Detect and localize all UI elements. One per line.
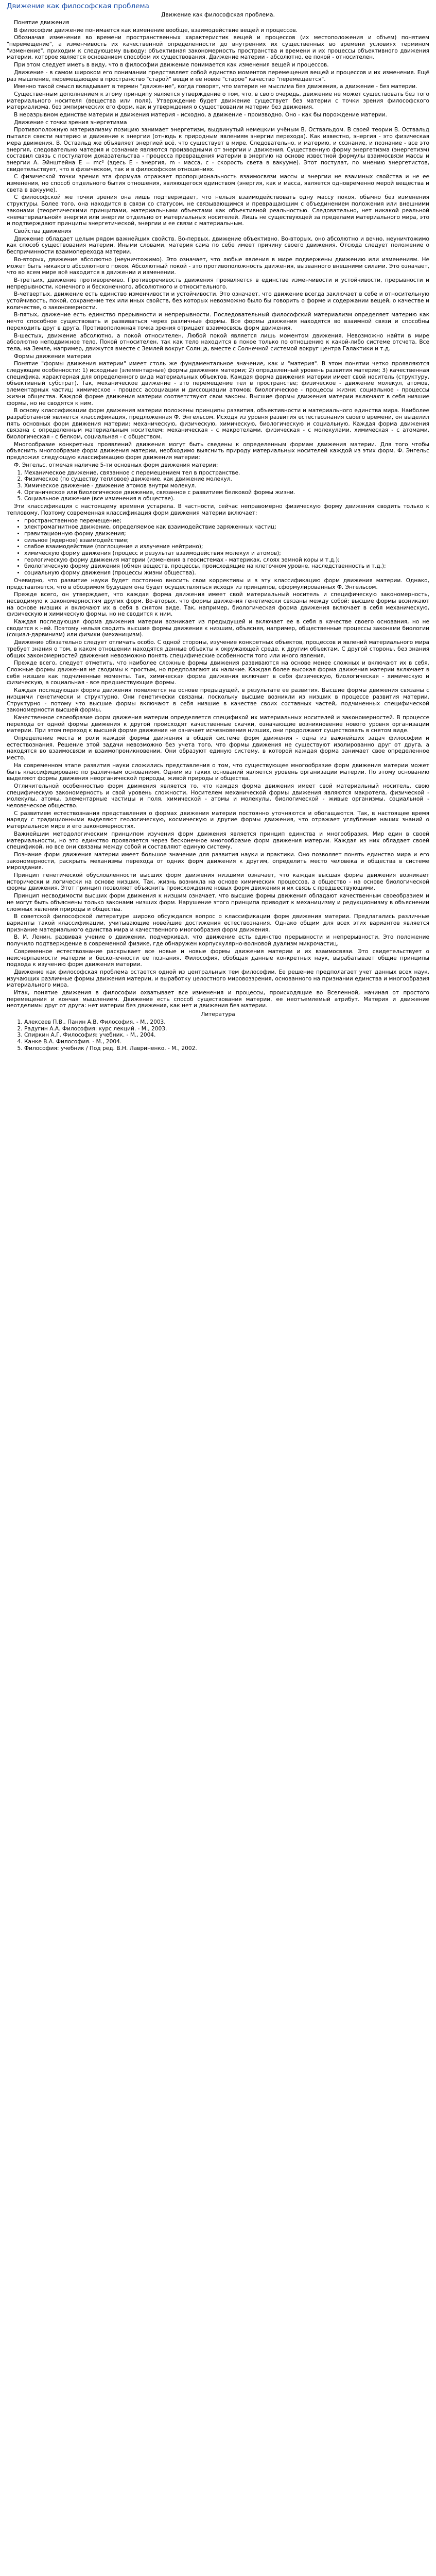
paragraph: Ф. Энгельс, отмечая наличие 5-ти основных форм движения материи:	[14, 462, 218, 468]
paragraph: Каждая последующая форма движения материи возникает из предыдущей и включает ее в себя в качестве своего основания, но не сводится к ней. Поэтому нельзя сводить высшие формы движения к низшим, объясняя, например, общественные процессы законами биологии (социал-дарвинизм) или физики (механицизм).	[7, 619, 429, 638]
list-item: • слабое взаимодействие (поглощение и излучение нейтрино);	[24, 544, 429, 550]
bibliography-title: Литература	[201, 1011, 235, 1018]
list-item: • гравитационную форму движения;	[24, 531, 429, 537]
paragraph: В-пятых, движение есть единство прерывности и непрерывности. Последовательный философский материализм определяет материю как нечто способное существовать и развиваться через различные формы. Все формы движения находятся во взаимной связи и способны переходить друг в друга. Противоположная точка зрения отрицает взаимосвязь форм движения.	[7, 312, 429, 331]
bullet-list	[7, 518, 429, 577]
list-item: • биологическую форму движения (обмен веществ, процессы, происходящие на клеточном уровне, наследственность и т.д.);	[24, 563, 429, 570]
paragraph: В основу классификации форм движения материи положены принципы развития, объективности и материального единства мира. Наиболее разработанной является классификация, предложенная Ф. Энгельсом. Исходя из уровня развития естествознания своего времени, он выделил пять основных форм движения материи: механическую, физическую, химическую, биологическую и социальную. Каждая форма движения связана с определенным материальным носителем: механическая - с макротелами, физическая - с молекулами, химическая - с атомами, биологическая - с белком, социальная - с обществом.	[7, 408, 429, 440]
paragraph: Прежде всего, он утверждает, что каждая форма движения имеет свой материальный носитель и специфическую закономерность, несводимую к закономерностям других форм. Во-вторых, что формы движения генетически связаны между собой: высшие формы возникают на основе низших и включают их в себя в снятом виде. Так, например, биологическая форма движения включает в себя механическую, физическую и химическую формы, но не сводится к ним.	[7, 591, 429, 618]
paragraph: Движение обладает целым рядом важнейших свойств. Во-первых, движение объективно. Во-вторых, оно абсолютно и вечно, неуничтожимо как способ существования материи. Иными словами, материя сама по себе имеет причину своего движения. Отсюда следует положение о беспричинности взаимоперехода материи.	[7, 235, 429, 256]
list-item: • сильное (ядерное) взаимодействие;	[24, 537, 429, 544]
list-item: • геологическую форму движения материи (изменения в геосистемах - материках, слоях земной коры и т.д.);	[24, 557, 429, 564]
bibliography-item: 2. Радугин А.А. Философия: курс лекций. - М., 2003.	[24, 1026, 429, 1032]
page-title: Движение как философская проблема	[7, 2, 149, 10]
list-item: • пространственное перемещение;	[24, 518, 429, 524]
list-item: • химическую форму движения (процесс и результат взаимодействия молекул и атомов);	[24, 550, 429, 557]
paragraph: Понятие "формы движения материи" имеет столь же фундаментальное значение, как и "материя". В этом понятии четко проявляются следующие особенности: 1) исходные (элементарные) формы движения материи; 2) определенный уровень развития материи; 3) качественная специфика, характерная для определенного вида материальных объектов. Каждая форма движения материи имеет свой носитель (структуру, объективный субстрат). Так, механическое движение - это перемещение тел в пространстве; физическое - движение молекул, атомов, элементарных частиц; химическое - процесс ассоциации и диссоциации атомов; биологическое - процессы жизни; социальное - процессы жизни общества. Каждой форме движения материи соответствуют свои законы. Высшие формы движения материи включают в себя низшие формы, но не сводятся к ним.	[7, 361, 429, 406]
paragraph: На современном этапе развития науки сложились представления о том, что существующее многообразие форм движения материи может быть классифицировано по различным основаниям. Одним из таких оснований является уровень организации материи. По этому основанию выделяют формы движения неорганической природы, живой природы и общества.	[7, 762, 429, 782]
paragraph: Эти классификация с настоящему времени устарела. В частности, сейчас неправомерно физическую форму движения сводить только к тепловому. Поэтому современная классификация форм движения материи включает:	[7, 503, 429, 516]
paragraph: При этом следует иметь в виду, что в философии движение понимается как изменения вещей и процессов.	[14, 62, 329, 69]
paragraph: Определение места и роли каждой формы движения в общей системе форм движения - одна из важнейших задач философии и естествознания. Решение этой задачи невозможно без учета того, что формы движения не существуют изолированно друг от друга, а находятся во взаимосвязи и взаимопроникновении. Они образуют единую систему, в которой каждая форма занимает свое определенное место.	[7, 735, 429, 761]
list-item: 3. Химическое движение - движение атомов внутри молекул.	[24, 483, 429, 489]
paragraph: В неразрывном единстве материи и движения материя - исходно, а движение - производно. Оно - как бы порождение материи.	[14, 112, 387, 118]
document-page	[0, 0, 436, 1058]
paragraph: Прежде всего, следует отметить, что наиболее сложные формы движения развиваются на основе менее сложных и включают их в себя. Сложные формы движения не сводимы к простым, но предполагают их наличие. Каждая более высокая форма движения материи включает в себя низшие как подчиненные моменты. Так, химическая форма движения включает в себя физическую, биологическая - химическую и физическую, а социальная - все предшествующие формы.	[7, 660, 429, 686]
paragraph: С развитием естествознания представления о формах движения материи постоянно уточняются и обогащаются. Так, в настоящее время наряду с традиционными выделяют геологическую, космическую и другие формы движения, что отражает углубление наших знаний о материальном мире и его закономерностях.	[7, 810, 429, 830]
paragraph: Отличительной особенностью форм движения является то, что каждая форма движения имеет свой материальный носитель, свою специфическую закономерность и свой уровень сложности. Носителем механической формы движения являются макротела, физической - молекулы, атомы, элементарные частицы и поля, химической - атомы и молекулы, биологической - живые организмы, социальной - человеческое общество.	[7, 783, 429, 809]
paragraph: Именно такой смысл вкладывает в термин "движение", когда говорят, что материя не мыслима без движения, а движение - без материи.	[14, 83, 417, 90]
paragraph: Во-вторых, движение абсолютно (неуничтожимо). Это означает, что любые явления в мире подвержены движению или изменениям. Не может быть никакого абсолютного покоя. Абсолютный покой - это противоположность движения, вызванного внешними силами. Это означает, что во всем мире всё находится в движении и изменении.	[7, 256, 429, 276]
paragraph: Очевидно, что развитие науки будет постоянно вносить свои коррективы и в эту классификацию форм движения материи. Однако, представляется, что в обозримом будущем она будет осуществляться исходя из принципов, сформулированных Ф. Энгельсом.	[7, 577, 429, 590]
paragraph: С философской же точки зрения она лишь подтверждает, что нельзя взаимодействовать одну массу покоя, обычно без изменения структуры. Более того, она находится в связи со статусом, не связывающимся и превращающим с объединением положения или внешними законами (теоретическими принципами, материальными объектами как объективной реальностью. Следовательно, нет никакой реальной «нематериальной» энергии или энергии отдельно от материальных носителей. Лишь не существующей за пределами материального мира, это и подтверждают принципы энергетической, энергии и ее связи с материальным.	[7, 194, 429, 227]
section-heading: Понятие движения	[14, 19, 69, 26]
bibliography-item: 3. Спиркин А.Г. Философия: учебник. - М., 2004.	[24, 1032, 429, 1039]
list-item: 4. Органическое или биологическое движение, связанное с развитием белковой формы жизни.	[24, 489, 429, 496]
paragraph: Движение с точки зрения энергетизма	[14, 119, 127, 126]
paragraph: Движение обязательно следует отличать особо. С одной стороны, изучение конкретных объектов, процессов и явлений материального мира требует знания о том, в каком отношении находятся данные объекты к окружающей среде, к другим объектам. С другой стороны, без знания общих закономерностей движения невозможно понять специфические особенности того или иного явления.	[7, 639, 429, 659]
paragraph: В-шестых, движение абсолютно, а покой относителен. Любой покой является лишь моментом движения. Невозможно найти в мире абсолютно неподвижное тело. Покой относителен, так как тело находится в покое только по отношению к какой-либо системе отсчета. Все тела, на Земле, например, движутся вместе с Землей вокруг Солнца, вместе с Солнечной системой вокруг центра Галактики и т.д.	[7, 332, 429, 352]
bibliography-list	[7, 1019, 429, 1052]
list-item: 5. Социальное движение (все изменения в обществе).	[24, 496, 429, 502]
paragraph: Качественное своеобразие форм движения материи определяется спецификой их материальных носителей и закономерностей. В процессе перехода от одной формы движения к другой происходят качественные скачки, означающие возникновение нового уровня организации материи. При этом переход к высшей форме движения не означает исчезновения низших, они продолжают существовать в снятом виде.	[7, 714, 429, 734]
paragraph: Принцип генетической обусловленности высших форм движения низшими означает, что каждая высшая форма движения возникает исторически и логически на основе низших. Так, жизнь возникла на основе химических процессов, а общество - на основе биологической формы движения. Этот принцип позволяет объяснить происхождение новых форм движения и их связь с предшествующими.	[7, 872, 429, 892]
paragraph: Принцип несводимости высших форм движения к низшим означает, что высшие формы движения обладают качественным своеобразием и не могут быть объяснены только законами низших форм. Нарушение этого принципа приводит к механицизму и редукционизму в объяснении сложных явлений природы и общества.	[7, 893, 429, 912]
paragraph: Формы движения материи	[14, 353, 91, 360]
paragraph: Познание форм движения материи имеет большое значение для развития науки и практики. Оно позволяет понять единство мира и его закономерности, раскрыть механизмы перехода от одних форм движения к другим, определить место человека и общества в системе мироздания.	[7, 851, 429, 871]
list-item: • электромагнитное движение, определяемое как взаимодействие заряженных частиц;	[24, 524, 429, 531]
paragraph: Обозначая изменения во времени пространственных характеристик вещей и процессов (их местоположения и объем) понятием "перемещение", а изменчивость их качественной определенности до внутренних их существенных во времени условиях термином "изменение", приходим к следующему выводу: объективная закономерность пространства и времени и их процессы объективного движения материи, которое является основанием способом их существования. Движение материи - абсолютно, ее покой - относителен.	[7, 35, 429, 61]
paragraph: Важнейшим методологическим принципом изучения форм движения является принцип единства и многообразия. Мир един в своей материальности, но это единство проявляется через бесконечное многообразие форм движения материи. Каждая из них обладает своей спецификой, но все они связаны между собой и составляют единую систему.	[7, 831, 429, 851]
paragraph: Движение - в самом широком его понимании представляет собой единство моментов перемещения вещей и процессов и их изменения. Ещё раз мышление, перемещающее в пространство "старой" вещи и ее новое "старое" качество "перемещается".	[7, 69, 429, 82]
bibliography-item: 5. Философия: учебник / Под ред. В.Н. Лавриненко. - М., 2002.	[24, 1045, 429, 1052]
paragraph: В-четвертых, движение есть единство изменчивости и устойчивости. Это означает, что движение всегда заключает в себе и относительную устойчивость, покой, сохранение тех или иных свойств, без которых невозможно было бы говорить о форме и содержании вещей, о качестве и количестве, о закономерности.	[7, 291, 429, 311]
paragraph: Противоположную материализму позицию занимает энергетизм, выдвинутый немецким учёным В. Оствальдом. В своей теории В. Оствальд пытался свести материю и движение к энергии (отнюдь к природным явлениям энергии перехода). Как известно, энергия - это физическая мера движения. В. Оствальд же объявляет энергией всё, что существует в мире. Следовательно, и материю, и сознание, и познание - все это энергия, следовательно материя и сознание являются производными от энергии и движения. Существенную форму энергетизма (энергетизм) составил связь с постулатом доказательства - процесса превращения материи в энергию на основе известной формулы взаимосвязи массы и энергии А. Эйнштейна E = mc² (здесь E - энергия, m - масса, c - скорость света в вакууме). Этот постулат, по мнению энергетистов, свидетельствует, что в физическом, так и в философском отношениях.	[7, 127, 429, 173]
bibliography-item: 4. Канке В.А. Философия. - М., 2004.	[24, 1039, 429, 1045]
paragraph: Современное естествознание раскрывает все новые и новые формы движения материи и их взаимосвязи. Это свидетельствует о неисчерпаемости материи и бесконечности ее познания. Философия, обобщая данные конкретных наук, вырабатывает общие принципы подхода к изучению форм движения материи.	[7, 948, 429, 968]
list-item: 1. Механическое движение, связанное с перемещением тел в пространстве.	[24, 470, 429, 477]
paragraph: В философии движение понимается как изменение вообще, взаимодействие вещей и процессов.	[14, 27, 298, 33]
list-item: 2. Физическое (по существу тепловое) движение, как движение молекул.	[24, 476, 429, 483]
document-body	[7, 20, 429, 1009]
paragraph: В. И. Ленин, развивая учение о движении, подчеркивал, что движение есть единство прерывности и непрерывности. Это положение получило подтверждение в современной физике, где обнаружен корпускулярно-волновой дуализм микрочастиц.	[7, 934, 429, 947]
paragraph: Существенным дополнением к этому принципу является утверждение о том, что, в свою очередь, движение не может существовать без того материального носителя (вещества или поля). Утверждение будет движение существует без материи с точки зрения философского материализма, без эмпирических его форм, как и утверждения о существовании материи без движения.	[7, 91, 429, 111]
paragraph: Итак, понятие движения в философии охватывает все изменения и процессы, происходящие во Вселенной, начиная от простого перемещения и кончая мышлением. Движение есть способ существования материи, ее неотъемлемый атрибут. Материя и движение неотделимы друг от друга: нет материи без движения, как нет и движения без материи.	[7, 990, 429, 1009]
paragraph: Свойства движения	[14, 228, 72, 234]
paragraph: Движение как философская проблема остается одной из центральных тем философии. Ее решение предполагает учет данных всех наук, изучающих различные формы движения материи, и выработку целостного мировоззрения, основанного на признании единства и многообразия материального мира.	[7, 969, 429, 989]
paragraph: Каждая последующая форма движения появляется на основе предыдущей, в результате ее развития. Высшие формы движения связаны с низшими генетически и структурно. Они генетически связаны, поскольку высшие возникли из низших в процессе развития материи. Структурно - потому что высшие формы включают в себя низшие в качестве своих составных частей, подчиненных специфической закономерности высшей формы.	[7, 687, 429, 714]
document-subtitle: Движение как философская проблема.	[161, 12, 275, 19]
paragraph: С физической точки зрения эта формула отражает пропорциональность взаимосвязи массы и энергии не взаимных свойства и не ее изменения, но способ отдельного бытия отношения, являющегося единством (энергия, как и масса, является одновременно мерой вещества и света в вакууме).	[7, 174, 429, 193]
numbered-list	[7, 470, 429, 503]
paragraph: В-третьих, движение противоречиво. Противоречивость движения проявляется в единстве изменчивости и устойчивости, прерывности и непрерывности, конечного и бесконечного, абсолютного и относительного.	[7, 277, 429, 290]
list-item: • социальную форму движения (процессы жизни общества).	[24, 570, 429, 577]
bibliography-item: 1. Алексеев П.В., Панин А.В. Философия. - М., 2003.	[24, 1019, 429, 1026]
paragraph: Многообразие конкретных проявлений движения могут быть сведены к определенным формам движения материи. Для того чтобы объяснить многообразие форм движения материи, необходимо выяснить природу материальных носителей каждой из этих форм. Ф. Энгельс предложил следующую классификацию форм движения материи:	[7, 441, 429, 461]
paragraph: В советской философской литературе широко обсуждался вопрос о классификации форм движения материи. Предлагались различные варианты такой классификации, учитывающие новейшие достижения естествознания. Однако общим для всех этих вариантов является признание материального единства мира и качественного многообразия форм движения.	[7, 913, 429, 933]
